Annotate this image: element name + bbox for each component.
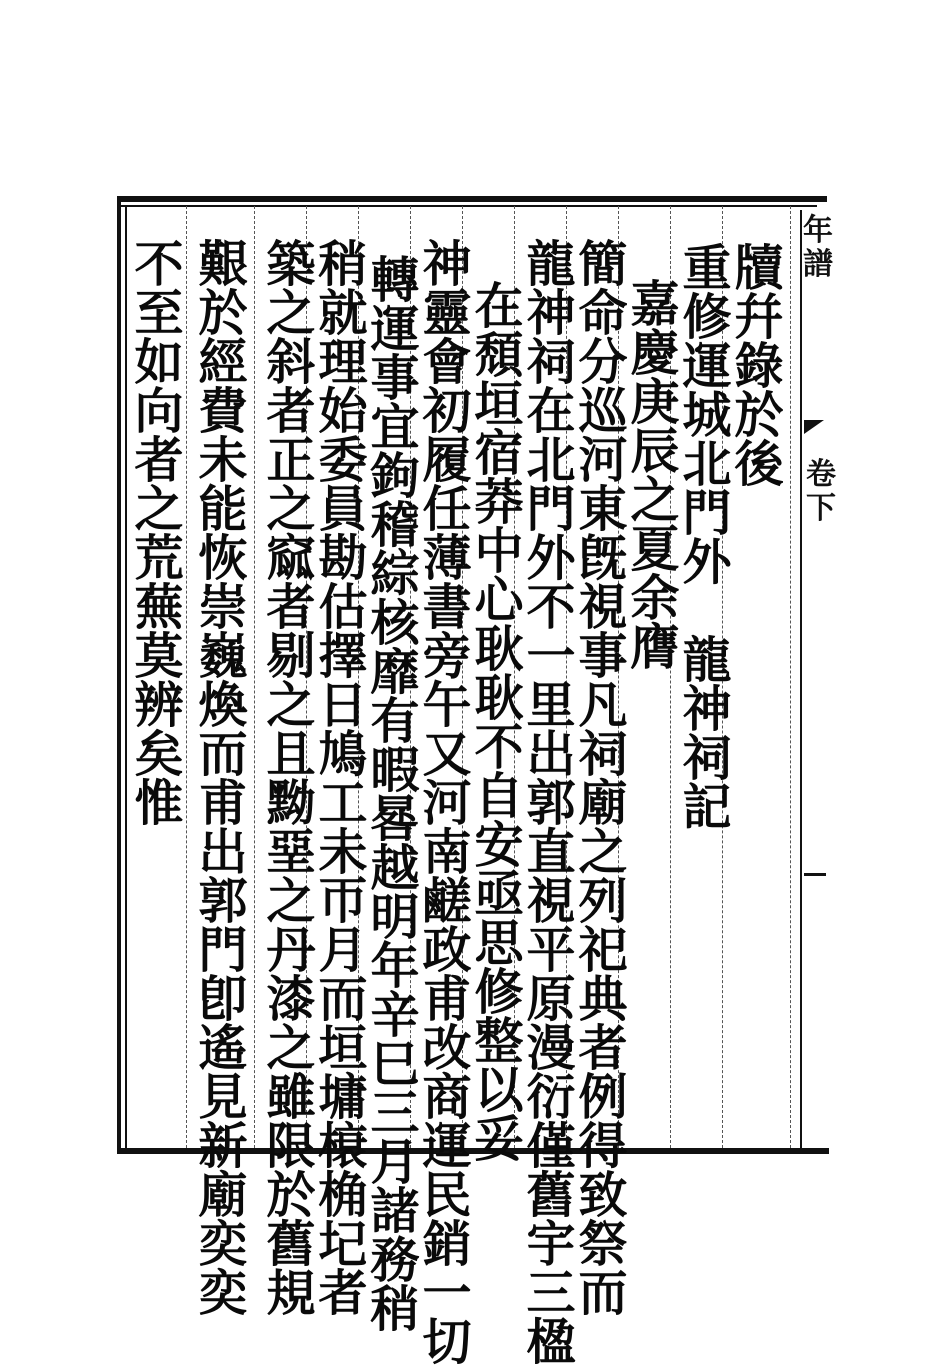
glyph: 整	[474, 1012, 524, 1070]
glyph: 門	[526, 480, 576, 538]
glyph: 辛	[370, 986, 420, 1044]
glyph: 不	[474, 718, 524, 776]
glyph: 凡	[578, 676, 628, 734]
glyph: 巳	[370, 1035, 420, 1093]
glyph: 僅	[526, 1117, 576, 1175]
glyph: 民	[422, 1166, 472, 1224]
glyph: 舊	[526, 1166, 576, 1224]
glyph: 頹	[474, 326, 524, 384]
glyph: 後	[734, 435, 784, 493]
glyph: 命	[578, 284, 628, 342]
glyph: 妥	[474, 1110, 524, 1168]
glyph: 修	[474, 963, 524, 1021]
glyph: 年	[370, 937, 420, 995]
glyph: 郭	[526, 774, 576, 832]
glyph: 員	[318, 480, 368, 538]
glyph: 鹺	[422, 872, 472, 930]
glyph: 視	[578, 578, 628, 636]
glyph: 榱	[318, 1117, 368, 1175]
margin-title: 年譜	[803, 213, 833, 282]
glyph: 直	[526, 823, 576, 881]
glyph: 諸	[370, 1182, 420, 1240]
glyph: 而	[198, 725, 248, 783]
glyph: 祠	[682, 729, 732, 787]
glyph: 崇	[198, 578, 248, 636]
glyph: 宿	[474, 424, 524, 482]
glyph: 暇	[370, 741, 420, 799]
glyph: 正	[266, 431, 316, 489]
glyph: 運	[422, 1117, 472, 1175]
glyph: 平	[526, 921, 576, 979]
glyph: 書	[422, 578, 472, 636]
glyph: 任	[422, 480, 472, 538]
glyph: 余	[630, 569, 680, 627]
glyph: 牘	[734, 239, 784, 297]
glyph: 旣	[578, 529, 628, 587]
glyph: 嘉	[630, 275, 680, 333]
glyph: 就	[318, 284, 368, 342]
glyph: 祭	[578, 1215, 628, 1273]
glyph: 衍	[526, 1068, 576, 1126]
glyph: 分	[578, 333, 628, 391]
glyph: 不	[526, 578, 576, 636]
glyph: 於	[266, 1166, 316, 1224]
glyph: 簡	[578, 235, 628, 293]
glyph: 見	[198, 1068, 248, 1126]
glyph: 蕪	[134, 578, 184, 636]
glyph: 晷	[370, 790, 420, 848]
glyph: 有	[370, 692, 420, 750]
frame-left-rule	[117, 196, 121, 1154]
glyph: 神	[422, 235, 472, 293]
glyph: 且	[266, 725, 316, 783]
glyph: 之	[578, 823, 628, 881]
glyph: 日	[318, 676, 368, 734]
glyph: 原	[526, 970, 576, 1028]
glyph: 會	[422, 333, 472, 391]
glyph: 始	[318, 382, 368, 440]
glyph: 修	[682, 288, 732, 346]
glyph: 墉	[318, 1068, 368, 1126]
glyph: 莽	[474, 473, 524, 531]
text-column	[626, 275, 684, 676]
text-column	[522, 235, 580, 1371]
column-divider	[254, 206, 256, 1148]
glyph: 廟	[198, 1166, 248, 1224]
glyph: 亟	[474, 865, 524, 923]
glyph: 奕	[198, 1215, 248, 1273]
text-column	[678, 239, 736, 836]
glyph: 商	[422, 1068, 472, 1126]
glyph: 而	[318, 970, 368, 1028]
glyph: 荒	[134, 529, 184, 587]
text-column	[470, 277, 528, 1168]
glyph: 之	[266, 676, 316, 734]
glyph: 三	[370, 1084, 420, 1142]
glyph: 門	[198, 921, 248, 979]
glyph: 莫	[134, 627, 184, 685]
glyph: 之	[266, 480, 316, 538]
glyph: 切	[422, 1313, 472, 1371]
glyph: 未	[318, 823, 368, 881]
glyph: 者	[134, 431, 184, 489]
glyph: 綜	[370, 545, 420, 603]
glyph: 思	[474, 914, 524, 972]
fish-tail-mark	[804, 420, 824, 434]
glyph: 月	[318, 921, 368, 979]
glyph: 門	[682, 484, 732, 542]
fish-tail-bottom-mark	[804, 873, 826, 876]
glyph: 斜	[266, 333, 316, 391]
glyph: 午	[422, 676, 472, 734]
glyph: 辨	[134, 676, 184, 734]
glyph: 心	[474, 571, 524, 629]
glyph: 窳	[266, 529, 316, 587]
glyph: 堊	[266, 823, 316, 881]
glyph: 卽	[198, 970, 248, 1028]
glyph: 遙	[198, 1019, 248, 1077]
glyph: 列	[578, 872, 628, 930]
glyph: 理	[318, 333, 368, 391]
glyph: 之	[266, 284, 316, 342]
glyph: 神	[526, 284, 576, 342]
glyph: 務	[370, 1231, 420, 1289]
glyph: 祀	[578, 921, 628, 979]
glyph: 甫	[198, 774, 248, 832]
glyph: 辰	[630, 422, 680, 480]
glyph: 垣	[318, 1019, 368, 1077]
glyph: 甫	[422, 970, 472, 1028]
glyph: 幷	[734, 288, 784, 346]
glyph: 限	[266, 1117, 316, 1175]
glyph: 築	[266, 235, 316, 293]
glyph: 宜	[370, 398, 420, 456]
glyph: 事	[578, 627, 628, 685]
glyph: 明	[370, 888, 420, 946]
glyph: 月	[370, 1133, 420, 1191]
glyph: 稽	[370, 496, 420, 554]
glyph: 楹	[526, 1313, 576, 1371]
glyph: 於	[734, 386, 784, 444]
glyph: 祠	[526, 333, 576, 391]
glyph: 而	[578, 1264, 628, 1322]
glyph: 向	[134, 382, 184, 440]
glyph: 庚	[630, 373, 680, 431]
glyph: 北	[682, 435, 732, 493]
glyph: 廟	[578, 774, 628, 832]
glyph: 轉	[370, 251, 420, 309]
glyph: 中	[474, 522, 524, 580]
glyph: 巍	[198, 627, 248, 685]
glyph: 神	[682, 680, 732, 738]
glyph: 鉤	[370, 447, 420, 505]
glyph: 運	[682, 337, 732, 395]
glyph: 祠	[578, 725, 628, 783]
glyph: 新	[198, 1117, 248, 1175]
glyph: 里	[526, 676, 576, 734]
glyph: 委	[318, 431, 368, 489]
glyph: 雖	[266, 1068, 316, 1126]
glyph: 又	[422, 725, 472, 783]
glyph: 煥	[198, 676, 248, 734]
text-column	[418, 235, 476, 1371]
glyph: 以	[474, 1061, 524, 1119]
glyph: 例	[578, 1068, 628, 1126]
glyph: 郭	[198, 872, 248, 930]
glyph: 東	[578, 480, 628, 538]
glyph: 宇	[526, 1215, 576, 1273]
text-column	[314, 235, 372, 1322]
glyph: 者	[266, 578, 316, 636]
frame-left-inner-rule	[125, 205, 127, 1150]
glyph: 艱	[198, 235, 248, 293]
glyph: 外	[526, 529, 576, 587]
glyph: 出	[198, 823, 248, 881]
glyph: 一	[526, 627, 576, 685]
glyph: 者	[318, 1264, 368, 1322]
glyph: 銷	[422, 1215, 472, 1273]
glyph: 至	[134, 284, 184, 342]
glyph: 靡	[370, 643, 420, 701]
glyph: 舊	[266, 1215, 316, 1273]
glyph: 桷	[318, 1166, 368, 1224]
glyph: 錄	[734, 337, 784, 395]
text-column	[262, 235, 320, 1322]
glyph: 致	[578, 1166, 628, 1224]
glyph: 能	[198, 480, 248, 538]
glyph: 勘	[318, 529, 368, 587]
glyph: 稍	[370, 1280, 420, 1338]
glyph: 履	[422, 431, 472, 489]
glyph: 在	[526, 382, 576, 440]
glyph: 估	[318, 578, 368, 636]
glyph: 記	[682, 778, 732, 836]
glyph: 之	[134, 480, 184, 538]
glyph: 帀	[318, 872, 368, 930]
glyph: 之	[266, 872, 316, 930]
glyph: 初	[422, 382, 472, 440]
glyph: 河	[578, 431, 628, 489]
glyph: 龍	[682, 631, 732, 689]
glyph: 漆	[266, 970, 316, 1028]
glyph: 越	[370, 839, 420, 897]
glyph: 擇	[318, 627, 368, 685]
glyph: 垣	[474, 375, 524, 433]
glyph: 耿	[474, 620, 524, 678]
glyph: 北	[526, 431, 576, 489]
glyph: 典	[578, 970, 628, 1028]
glyph: 剔	[266, 627, 316, 685]
glyph: 在	[474, 277, 524, 335]
margin-juan: 卷下	[806, 457, 836, 526]
frame-top-rule	[117, 196, 827, 202]
glyph: 經	[198, 333, 248, 391]
glyph: 薄	[422, 529, 472, 587]
glyph: 視	[526, 872, 576, 930]
glyph: 者	[578, 1019, 628, 1077]
glyph	[678, 587, 736, 636]
text-column	[574, 235, 632, 1322]
glyph: 黝	[266, 774, 316, 832]
glyph: 龍	[526, 235, 576, 293]
glyph: 丹	[266, 921, 316, 979]
glyph: 圮	[318, 1215, 368, 1273]
glyph: 稍	[318, 235, 368, 293]
glyph: 自	[474, 767, 524, 825]
glyph: 巡	[578, 382, 628, 440]
glyph: 惟	[134, 774, 184, 832]
block-heart	[800, 210, 836, 1150]
glyph: 政	[422, 921, 472, 979]
glyph: 鳩	[318, 725, 368, 783]
glyph: 一	[422, 1264, 472, 1322]
column-divider	[790, 206, 792, 1148]
frame-top-inner-rule	[117, 205, 817, 207]
glyph: 核	[370, 594, 420, 652]
glyph: 者	[266, 382, 316, 440]
text-column	[730, 239, 788, 493]
text-column	[194, 235, 252, 1322]
glyph: 三	[526, 1264, 576, 1322]
text-column	[130, 235, 188, 832]
glyph: 不	[134, 235, 184, 293]
glyph: 工	[318, 774, 368, 832]
glyph: 之	[630, 471, 680, 529]
glyph: 恢	[198, 529, 248, 587]
glyph: 之	[266, 1019, 316, 1077]
glyph: 規	[266, 1264, 316, 1322]
glyph: 出	[526, 725, 576, 783]
glyph: 費	[198, 382, 248, 440]
glyph: 改	[422, 1019, 472, 1077]
glyph: 膺	[630, 618, 680, 676]
glyph: 旁	[422, 627, 472, 685]
glyph: 慶	[630, 324, 680, 382]
glyph: 漫	[526, 1019, 576, 1077]
glyph: 事	[370, 349, 420, 407]
glyph: 靈	[422, 284, 472, 342]
glyph: 夏	[630, 520, 680, 578]
glyph: 安	[474, 816, 524, 874]
glyph: 南	[422, 823, 472, 881]
text-column	[366, 251, 424, 1338]
glyph: 耿	[474, 669, 524, 727]
glyph: 矣	[134, 725, 184, 783]
glyph: 奕	[198, 1264, 248, 1322]
glyph: 河	[422, 774, 472, 832]
glyph: 如	[134, 333, 184, 391]
glyph: 得	[578, 1117, 628, 1175]
glyph: 外	[682, 533, 732, 591]
glyph: 運	[370, 300, 420, 358]
glyph: 於	[198, 284, 248, 342]
glyph: 未	[198, 431, 248, 489]
glyph: 重	[682, 239, 732, 297]
glyph: 城	[682, 386, 732, 444]
